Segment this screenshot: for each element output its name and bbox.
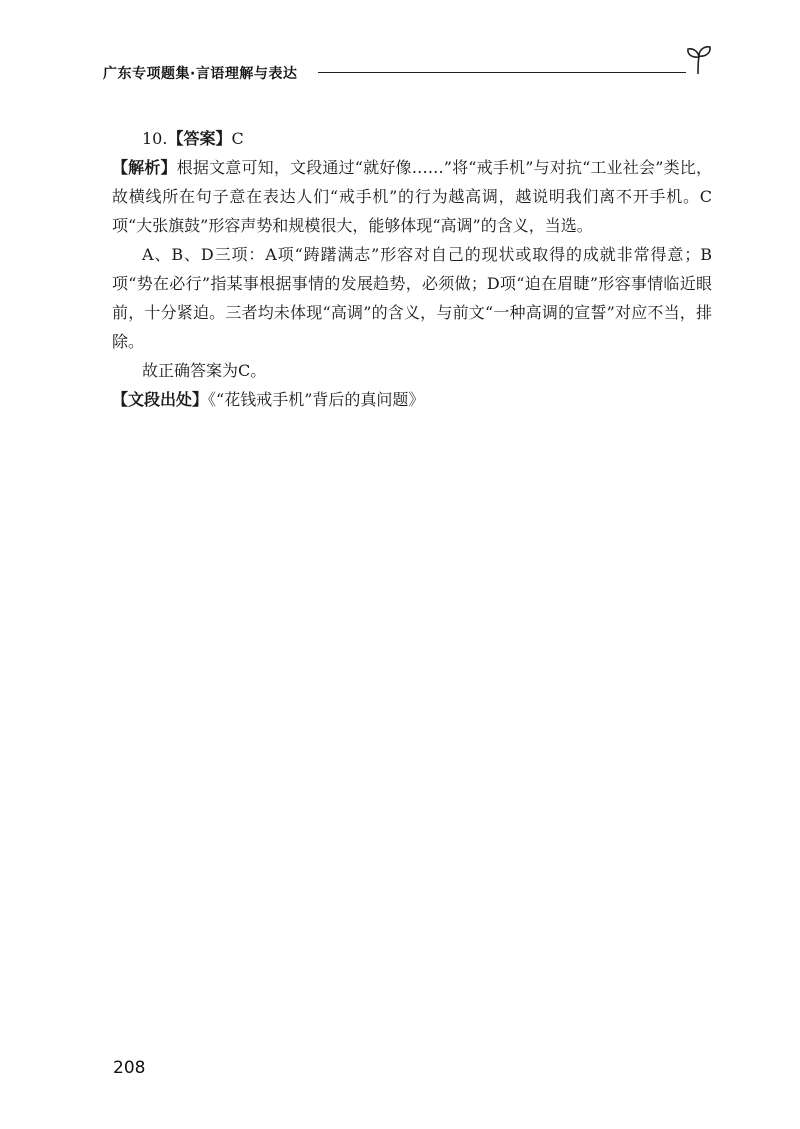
- header-rule: [318, 72, 686, 73]
- source-text: 《“花钱戒手机”背后的真问题》: [208, 390, 425, 409]
- answer-body: [112, 124, 712, 414]
- options-paragraph: A、B、D三项：A项“踌躇满志”形容对自己的现状或取得的成就非常得意；B项“势在必行”指某事根据事情的发展趋势，必须做；D项“迫在眉睫”形容事情临近眼前，十分紧迫。三者均未体现“高调”的含义，与前文“一种高调的宣誓”对应不当，排除。: [112, 245, 712, 351]
- sprout-icon: [683, 42, 715, 76]
- answer-tag: 【答案】: [167, 129, 232, 148]
- conclusion-paragraph: 故正确答案为C。: [142, 361, 267, 380]
- source-paragraph: [112, 385, 712, 414]
- analysis-tag: 【解析】: [112, 158, 177, 177]
- analysis-text: 根据文意可知，文段通过“就好像……”将“戒手机”与对抗“工业社会”类比，故横线所在句子意在表达人们“戒手机”的行为越高调，越说明我们离不开手机。C项“大张旗鼓”形容声势和规模很大，能够体现“高调”的含义，当选。: [112, 158, 712, 235]
- running-head-title: 广东专项题集·言语理解与表达: [103, 66, 298, 82]
- question-number: 10.: [142, 129, 168, 148]
- analysis-paragraph: [112, 153, 712, 240]
- answer-value: C: [231, 129, 244, 148]
- page-number: 208: [113, 1058, 146, 1078]
- answer-line: [112, 124, 712, 153]
- source-tag: 【文段出处】: [112, 390, 209, 409]
